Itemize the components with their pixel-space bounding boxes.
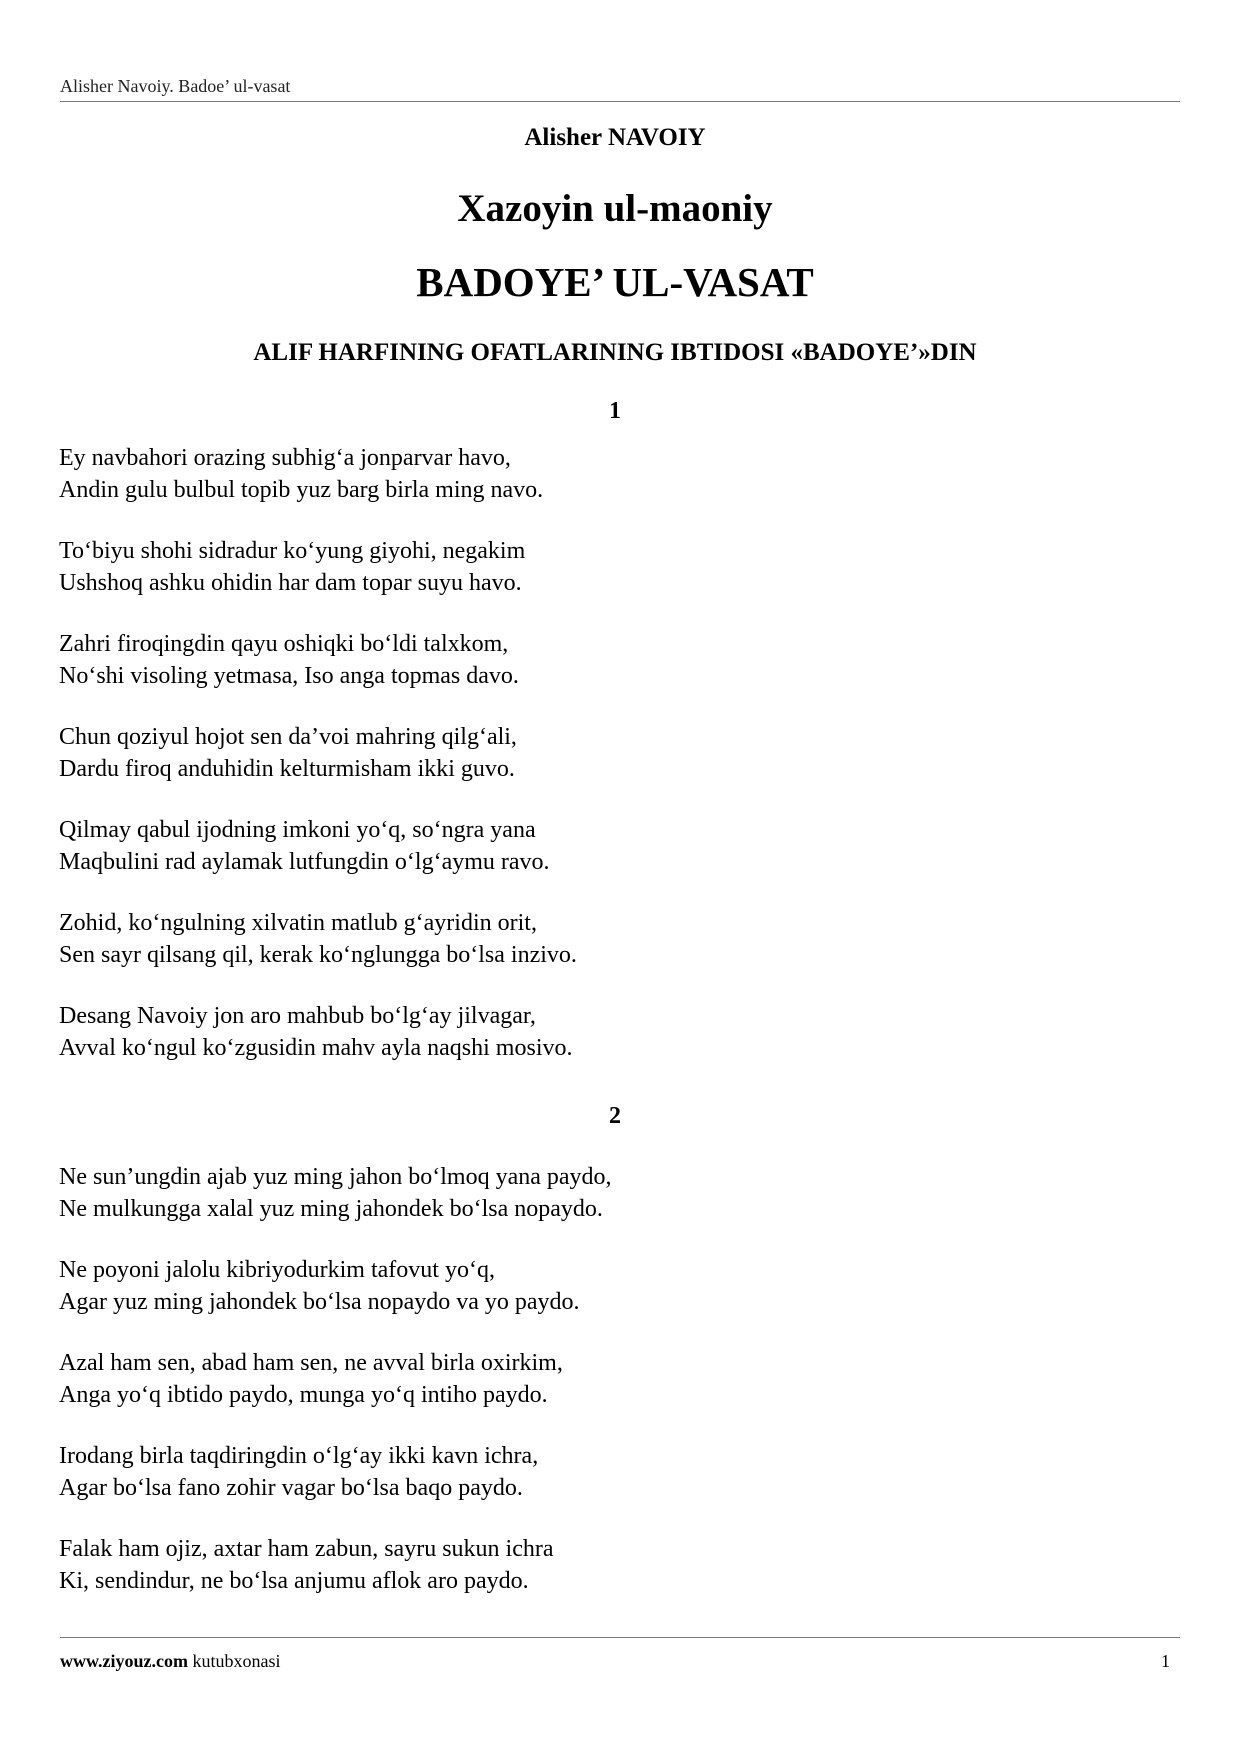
stanza [59,1254,580,1318]
verse-line: Ne mulkungga xalal yuz ming jahondek bo‘lsa nopaydo. [59,1196,603,1222]
page-number: 1 [1161,1651,1170,1671]
verse-line: Falak ham ojiz, axtar ham zabun, sayru sukun ichra [59,1536,554,1562]
stanza [59,907,577,971]
verse-line: Ki, sendindur, ne bo‘lsa anjumu aflok aro paydo. [59,1568,529,1594]
footer-credit [60,1651,280,1672]
verse-line: Ey navbahori orazing subhig‘a jonparvar havo, [59,445,511,471]
book-title: Xazoyin ul-maoniy [457,187,773,230]
footer-library-label: kutubxonasi [187,1651,281,1671]
verse-line: Irodang birla taqdiringdin o‘lg‘ay ikki kavn ichra, [59,1443,539,1469]
verse-line: To‘biyu shohi sidradur ko‘yung giyohi, negakim [59,538,526,564]
running-header: Alisher Navoiy. Badoe’ ul-vasat [60,76,291,96]
verse-line: Desang Navoiy jon aro mahbub bo‘lg‘ay jilvagar, [59,1003,536,1029]
stanza [59,814,550,878]
stanza [59,628,519,692]
book-subtitle: BADOYE’ UL-VASAT [416,259,814,305]
footer-site-link[interactable]: www.ziyouz.com [60,1651,188,1671]
verse-line: Anga yo‘q ibtido paydo, munga yo‘q intiho paydo. [59,1382,548,1408]
author-name: Alisher NAVOIY [524,124,706,151]
verse-line: Sen sayr qilsang qil, kerak ko‘nglungga bo‘lsa inzivo. [59,942,577,968]
verse-line: Qilmay qabul ijodning imkoni yo‘q, so‘ngra yana [59,817,536,843]
stanza [59,535,525,599]
poem-number: 1 [609,398,621,424]
verse-line: Agar yuz ming jahondek bo‘lsa nopaydo va yo paydo. [59,1289,580,1315]
stanza [59,1440,538,1504]
verse-line: Zohid, ko‘ngulning xilvatin matlub g‘ayridin orit, [59,910,537,936]
verse-line: Ne poyoni jalolu kibriyodurkim tafovut yo‘q, [59,1257,495,1283]
poem-number: 2 [609,1103,621,1129]
verse-line: Agar bo‘lsa fano zohir vagar bo‘lsa baqo paydo. [59,1475,523,1501]
stanza [59,1347,563,1411]
verse-line: Dardu firoq anduhidin kelturmisham ikki guvo. [59,756,515,782]
stanza [59,1533,554,1597]
verse-line: Avval ko‘ngul ko‘zgusidin mahv ayla naqshi mosivo. [59,1035,573,1061]
verse-line: Chun qoziyul hojot sen da’voi mahring qilg‘ali, [59,724,517,750]
verse-line: Maqbulini rad aylamak lutfungdin o‘lg‘aymu ravo. [59,849,550,875]
verse-line: Ushshoq ashku ohidin har dam topar suyu havo. [59,570,522,596]
stanza [59,442,543,506]
header-divider [60,101,1180,102]
verse-line: Andin gulu bulbul topib yuz barg birla ming navo. [59,477,544,503]
stanza [59,1161,612,1225]
stanza [59,1000,572,1064]
verse-line: Azal ham sen, abad ham sen, ne avval birla oxirkim, [59,1350,563,1376]
verse-line: No‘shi visoling yetmasa, Iso anga topmas davo. [59,663,519,689]
stanza [59,721,517,785]
footer-divider [60,1637,1180,1638]
verse-line: Zahri firoqingdin qayu oshiqki bo‘ldi talxkom, [59,631,509,657]
verse-line: Ne sun’ungdin ajab yuz ming jahon bo‘lmoq yana paydo, [59,1164,612,1190]
section-heading: ALIF HARFINING OFATLARINING IBTIDOSI «BADOYE’»DIN [253,339,977,366]
